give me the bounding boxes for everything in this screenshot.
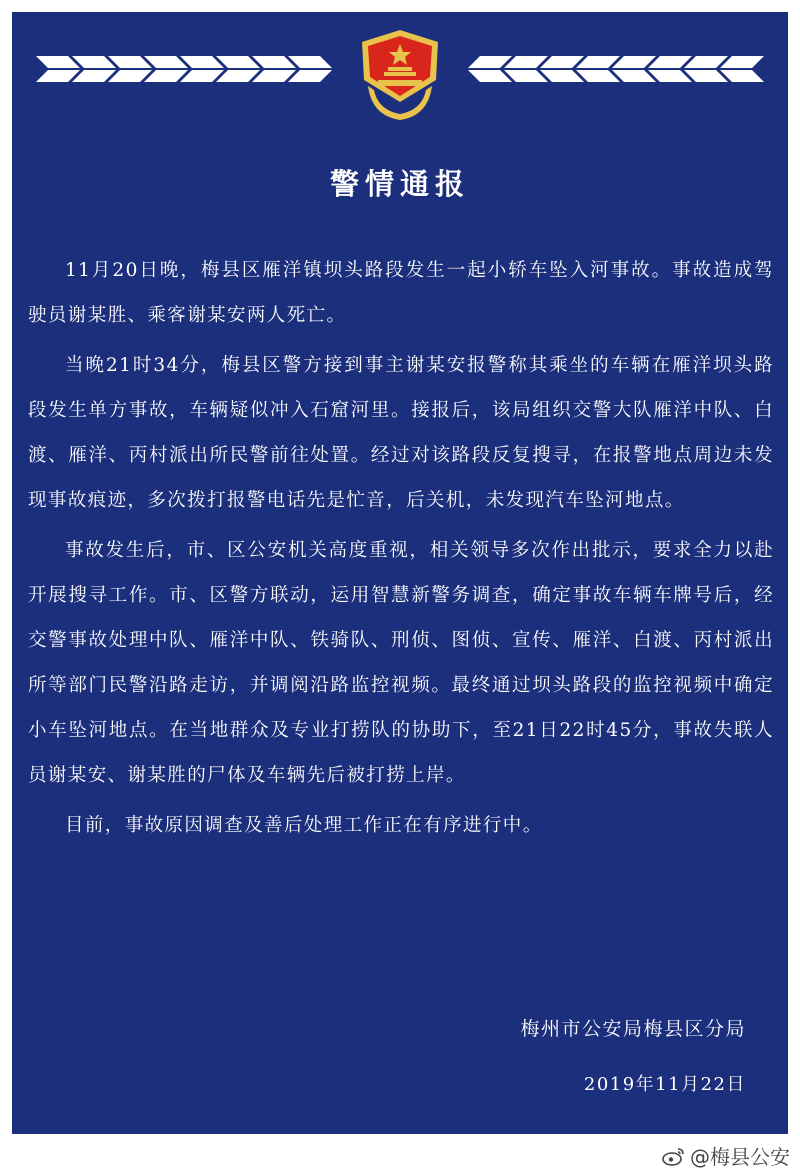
paragraph: 11月20日晚，梅县区雁洋镇坝头路段发生一起小轿车坠入河事故。事故造成驾驶员谢某胜、乘客谢某安两人死亡。 [28, 260, 774, 326]
notice-title: 警情通报 [329, 167, 470, 201]
paragraph: 事故发生后，市、区公安机关高度重视，相关领导多次作出批示，要求全力以赴开展搜寻工作。市、区警方联动，运用智慧新警务调查，确定事故车辆车牌号后，经交警事故处理中队、雁洋中队、铁骑队、刑侦、图侦、宣传、雁洋、白渡、丙村派出所等部门民警沿路走访，并调阅沿路监控视频。最终通过坝头路段的监控视频中确定小车坠河地点。在当地群众及专业打捞队的协助下，至21日22时45分，事故失联人员谢某安、谢某胜的尸体及车辆先后被打捞上岸。 [28, 540, 774, 786]
left-wing-stripes [36, 56, 332, 82]
weibo-icon [662, 1146, 686, 1166]
right-wing-stripes [468, 56, 764, 82]
notice-body [28, 248, 774, 853]
issuer-signature: 梅州市公安局梅县区分局 [520, 1018, 746, 1040]
weibo-watermark [662, 1141, 790, 1170]
watermark-text: @梅县公安 [690, 1145, 790, 1169]
paragraph: 目前，事故原因调查及善后处理工作正在有序进行中。 [65, 815, 543, 836]
notice-panel [12, 12, 788, 1134]
police-banner [28, 20, 772, 124]
paragraph: 当晚21时34分，梅县区警方接到事主谢某安报警称其乘坐的车辆在雁洋坝头路段发生单方事故，车辆疑似冲入石窟河里。接报后，该局组织交警大队雁洋中队、白渡、雁洋、丙村派出所民警前往处置。经过对该路段反复搜寻，在报警地点周边未发现事故痕迹，多次拨打报警电话先是忙音，后关机，未发现汽车坠河地点。 [28, 355, 774, 511]
issue-date: 2019年11月22日 [583, 1074, 746, 1095]
police-emblem-icon [362, 30, 438, 120]
